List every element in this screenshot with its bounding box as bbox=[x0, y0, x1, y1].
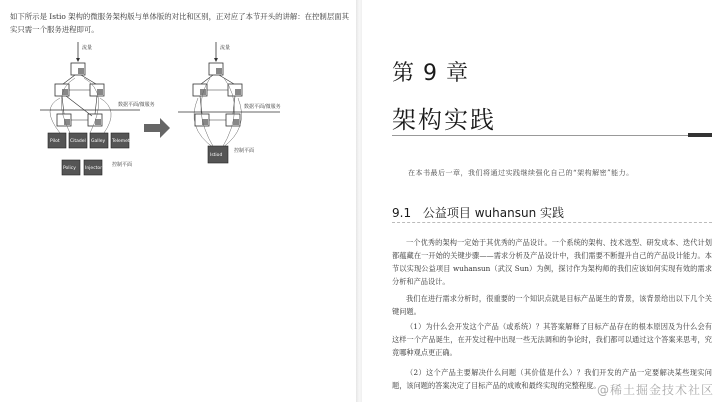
control-box-5-label: Policy bbox=[63, 166, 76, 171]
control-box-4-label: Telemetry bbox=[112, 139, 135, 144]
control-box-6-label: Injector bbox=[85, 166, 103, 171]
left-control-box-4 bbox=[111, 133, 135, 148]
right-page bbox=[362, 0, 720, 402]
chapter-rule-accent bbox=[688, 133, 712, 137]
left-control-box-6 bbox=[84, 160, 102, 175]
right-service-node-low-left bbox=[195, 114, 209, 126]
right-service-node-top bbox=[209, 63, 223, 75]
left-control-box-2 bbox=[69, 133, 87, 148]
left-control-box-5 bbox=[62, 160, 80, 175]
control-box-3-label: Galley bbox=[91, 139, 106, 144]
chapter-intro: 在本书最后一章，我们将通过实践继续强化自己的“架构解密”能力。 bbox=[408, 169, 634, 177]
intro-paragraph: 如下所示是 Istio 架构的微服务架构版与单体版的对比和区别，正对应了本节开头的讲解：在控制层面其实只需一个服务进程即可。 bbox=[10, 12, 349, 34]
control-box-2-label: Citadel bbox=[70, 139, 86, 144]
control-box-1-label: Pilot bbox=[50, 139, 60, 144]
right-service-node-low-right bbox=[226, 114, 240, 126]
chapter-rule bbox=[392, 135, 712, 136]
left-service-node-low-left bbox=[57, 114, 71, 126]
paragraph-3: （1）为什么会开发这个产品（或系统）？其答案解释了目标产品存在的根本原因及为什么会有这样一个产品诞生，在开发过程中出现一些无法调和的争论时，我们都可以通过这个答案来思考，究竟哪种观点更正确。 bbox=[392, 322, 712, 357]
section-rule bbox=[392, 222, 712, 223]
left-page bbox=[0, 0, 358, 402]
right-control-plane-label: 控制平面 bbox=[234, 148, 255, 154]
paragraph-1: 一个优秀的架构一定始于其优秀的产品设计。一个系统的架构、技术选型、研发成本、迭代计划都蕴藏在一开始的关键步骤——需求分析及产品设计中，我们需要不断提升自己的产品设计能力。本节以实现公益项目 wuhansun（武汉 Sun）为例，探讨作为架构师的我们应该如何实现有效的需求分析和产品设计。 bbox=[392, 238, 712, 286]
left-service-node-mid-right bbox=[90, 84, 104, 96]
right-service-node-mid-left bbox=[193, 84, 207, 96]
istio-architecture-diagram bbox=[0, 38, 356, 188]
right-flow-label: 流量 bbox=[220, 45, 231, 51]
left-control-box-3 bbox=[90, 133, 108, 148]
paragraph-2: 我们在进行需求分析时，很重要的一个知识点就是目标产品诞生的背景，该背景给出以下几个关键问题。 bbox=[392, 294, 712, 316]
chapter-number: 第 9 章 bbox=[392, 61, 469, 86]
section-title: 公益项目 wuhansun 实践 bbox=[422, 206, 564, 220]
left-control-box-1 bbox=[48, 133, 66, 148]
left-service-node-top bbox=[71, 63, 85, 75]
merged-control-box-label: Istiod bbox=[210, 153, 223, 158]
left-flow-label: 流量 bbox=[82, 45, 93, 51]
watermark: @稀土掘金技术社区 bbox=[596, 383, 714, 397]
right-data-plane-label: 数据平面/微服务 bbox=[244, 104, 281, 110]
left-service-node-low-right bbox=[88, 114, 102, 126]
chapter-title: 架构实践 bbox=[392, 106, 496, 134]
section-number: 9.1 bbox=[392, 206, 412, 220]
paragraph-4: （2）这个产品主要解决什么问题（其价值是什么）？我们开发的产品一定要解决某些现实问题，该问题的答案决定了目标产品的成败和最终实现的完整程度。 bbox=[392, 368, 712, 390]
left-control-plane-label: 控制平面 bbox=[112, 162, 133, 168]
right-service-node-mid-right bbox=[228, 84, 242, 96]
transition-arrow-icon bbox=[144, 118, 170, 138]
left-data-plane-label: 数据平面/微服务 bbox=[118, 102, 155, 108]
merged-control-box bbox=[208, 146, 228, 163]
section-heading bbox=[392, 204, 564, 221]
